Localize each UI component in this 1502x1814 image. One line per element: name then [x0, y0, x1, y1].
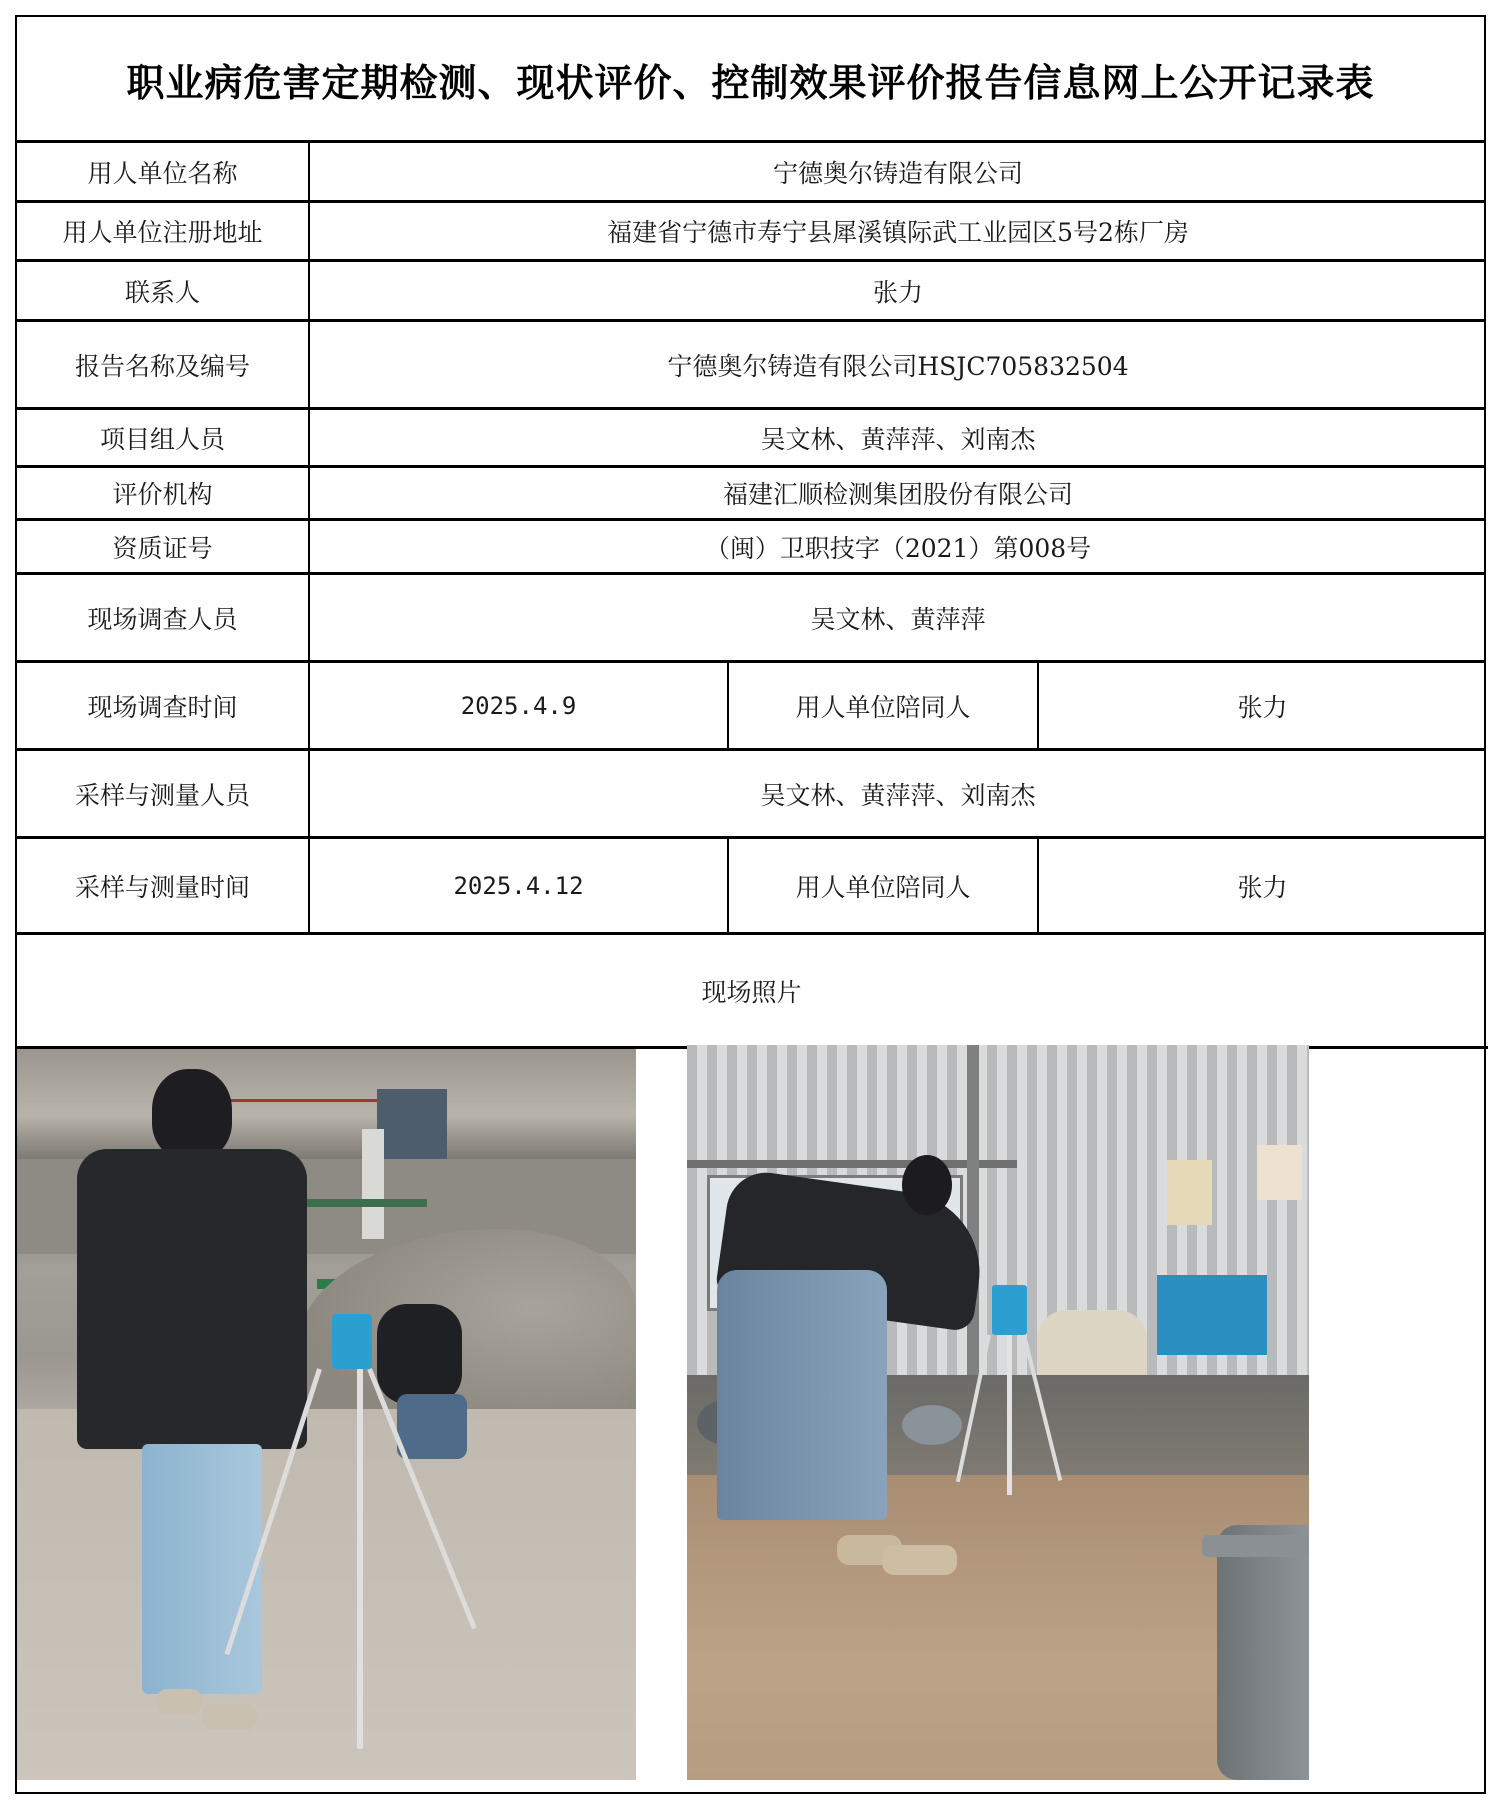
employer-address-value: 福建省宁德市寿宁县犀溪镇际武工业园区5号2栋厂房	[607, 218, 1189, 247]
sampling-time-label: 采样与测量时间	[74, 872, 250, 902]
sampling-staff-label: 采样与测量人员	[74, 780, 250, 810]
site-photo-2	[687, 1045, 1309, 1780]
sampling-staff-value: 吴文林、黄萍萍、刘南杰	[760, 780, 1036, 810]
site-photo-1	[17, 1049, 636, 1780]
worker-2-jeans	[397, 1394, 467, 1459]
qualification-value: （闽）卫职技字（2021）第008号	[704, 533, 1092, 563]
valve-part	[902, 1405, 962, 1445]
evaluation-org-label: 评价机构	[112, 480, 213, 509]
site-survey-staff-label: 现场调查人员	[87, 604, 238, 634]
sampling-companion-value: 张力	[1237, 872, 1288, 902]
person-jacket	[77, 1149, 307, 1449]
shoe	[157, 1689, 202, 1714]
tripod-leg	[1007, 1335, 1012, 1495]
shoe	[202, 1704, 257, 1729]
project-team-label: 项目组人员	[99, 424, 225, 454]
employer-name-label: 用人单位名称	[87, 158, 238, 188]
floor	[17, 1409, 636, 1780]
page-title: 职业病危害定期检测、现状评价、控制效果评价报告信息网上公开记录表	[126, 61, 1375, 105]
press-cylinder	[362, 1129, 384, 1239]
person-head	[902, 1155, 952, 1215]
person-head	[152, 1069, 232, 1159]
sampling-time-value: 2025.4.12	[453, 871, 584, 900]
worker-2	[377, 1304, 462, 1404]
site-survey-time-label: 现场调查时间	[87, 692, 238, 722]
site-survey-companion-label: 用人单位陪同人	[795, 692, 971, 722]
project-team-value: 吴文林、黄萍萍、刘南杰	[760, 424, 1036, 454]
site-survey-time-value: 2025.4.9	[460, 691, 577, 720]
meter-device	[332, 1314, 372, 1369]
evaluation-org-value: 福建汇顺检测集团股份有限公司	[722, 480, 1073, 509]
meter-device	[992, 1285, 1027, 1335]
sampling-companion-label: 用人单位陪同人	[795, 872, 971, 902]
report-name-label: 报告名称及编号	[74, 351, 250, 381]
report-name-value: 宁德奥尔铸造有限公司HSJC705832504	[667, 351, 1129, 381]
floor	[687, 1475, 1309, 1780]
valve-flange	[1202, 1535, 1309, 1557]
notice-board	[1167, 1160, 1212, 1225]
site-photos-label: 现场照片	[701, 977, 802, 1007]
employer-name-value: 宁德奥尔铸造有限公司	[772, 158, 1023, 188]
notice-board	[1257, 1145, 1302, 1200]
record-table	[15, 15, 1486, 1794]
contact-value: 张力	[872, 277, 923, 307]
tripod-leg	[357, 1369, 363, 1749]
site-survey-staff-value: 吴文林、黄萍萍	[810, 604, 986, 634]
qualification-label: 资质证号	[112, 533, 213, 563]
large-valve	[1217, 1525, 1309, 1780]
person-jeans	[717, 1270, 887, 1520]
welding-machine	[1157, 1275, 1267, 1355]
press-frame-top	[307, 1199, 427, 1207]
contact-label: 联系人	[124, 277, 200, 307]
site-survey-companion-value: 张力	[1237, 692, 1288, 722]
shoe	[882, 1545, 957, 1575]
employer-address-label: 用人单位注册地址	[62, 218, 263, 247]
column	[967, 1045, 979, 1375]
person-jeans	[142, 1444, 262, 1694]
